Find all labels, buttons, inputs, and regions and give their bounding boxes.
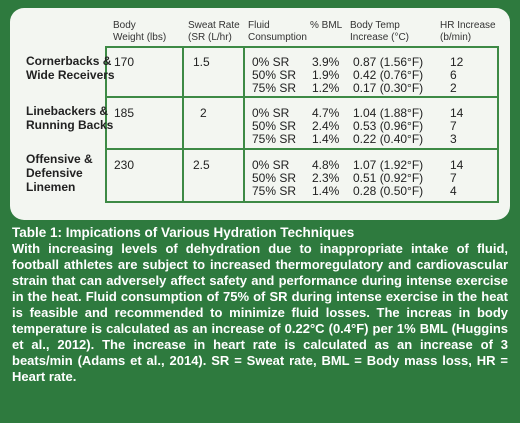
header-hr-increase xyxy=(440,20,496,44)
caption-body: With increasing levels of dehydration due to inappropriate intake of fluid, football athletes are subject to increased thermoregulatory and cardiovascular strain that can adversely affect safety and performance during intense exercise in the heat. Fluid consumption of 75% of SR during intense exercise in the heat is feasible and recommended to minimize fluid losses. The increas in body temperature is calculated as an increase of 0.22°C (0.4°F) per 1% BML (Huggins et al., 2012). The increase in heart rate is calculated as an increase of 3 beats/min (Adams et al., 2014). SR = Sweat rate, BML = Body mass loss, HR = Heart rate. xyxy=(12,241,508,384)
table-panel xyxy=(10,8,510,220)
row-label-cornerbacks: Cornerbacks & Wide Receivers xyxy=(26,54,115,82)
cell-hr: 14 7 3 xyxy=(450,106,464,146)
cell-fluid: 0% SR 50% SR 75% SR xyxy=(252,55,297,95)
cell-fluid: 0% SR 50% SR 75% SR xyxy=(252,158,297,198)
cell-hr: 14 7 4 xyxy=(450,158,464,198)
table-caption xyxy=(12,225,508,385)
cell-sweat-rate: 1.5 xyxy=(193,55,210,69)
row-label-linebackers: Linebackers & Running Backs xyxy=(26,104,114,132)
cell-temp: 1.07 (1.92°F) 0.51 (0.92°F) 0.28 (0.50°F) xyxy=(353,158,424,198)
grid-line xyxy=(243,46,245,203)
cell-weight: 170 xyxy=(114,55,135,69)
header-text: Sweat Rate (SR (L/hr) xyxy=(188,20,240,43)
header-text: Body Temp Increase (°C) xyxy=(350,20,410,43)
cell-bml: 4.7% 2.4% 1.4% xyxy=(312,106,340,146)
header-body-temp xyxy=(350,20,409,44)
header-text: Fluid Consumption xyxy=(248,20,307,43)
cell-weight: 230 xyxy=(114,158,135,172)
header-text: HR Increase (b/min) xyxy=(440,20,496,43)
cell-bml: 4.8% 2.3% 1.4% xyxy=(312,158,340,198)
cell-sweat-rate: 2 xyxy=(200,106,207,120)
grid-line xyxy=(497,46,499,203)
header-text: Body Weight (lbs) xyxy=(113,20,167,43)
header-body-weight xyxy=(113,20,166,44)
row-label-linemen: Offensive & Defensive Linemen xyxy=(26,152,93,194)
cell-bml: 3.9% 1.9% 1.2% xyxy=(312,55,340,95)
grid-line xyxy=(182,46,184,203)
cell-fluid: 0% SR 50% SR 75% SR xyxy=(252,106,297,146)
cell-weight: 185 xyxy=(114,106,135,120)
cell-temp: 1.04 (1.88°F) 0.53 (0.96°F) 0.22 (0.40°F) xyxy=(353,106,424,146)
grid-line xyxy=(105,201,499,203)
grid-line xyxy=(105,148,499,150)
cell-sweat-rate: 2.5 xyxy=(193,158,210,172)
grid-line xyxy=(105,96,499,98)
cell-temp: 0.87 (1.56°F) 0.42 (0.76°F) 0.17 (0.30°F) xyxy=(353,55,424,95)
cell-hr: 12 6 2 xyxy=(450,55,464,95)
caption-title: Table 1: Impications of Various Hydration Techniques xyxy=(12,225,355,240)
header-fluid-consumption xyxy=(248,20,307,44)
header-text: % BML xyxy=(310,20,343,31)
header-bml xyxy=(310,20,342,32)
header-sweat-rate xyxy=(188,20,240,44)
grid-line xyxy=(105,46,499,48)
